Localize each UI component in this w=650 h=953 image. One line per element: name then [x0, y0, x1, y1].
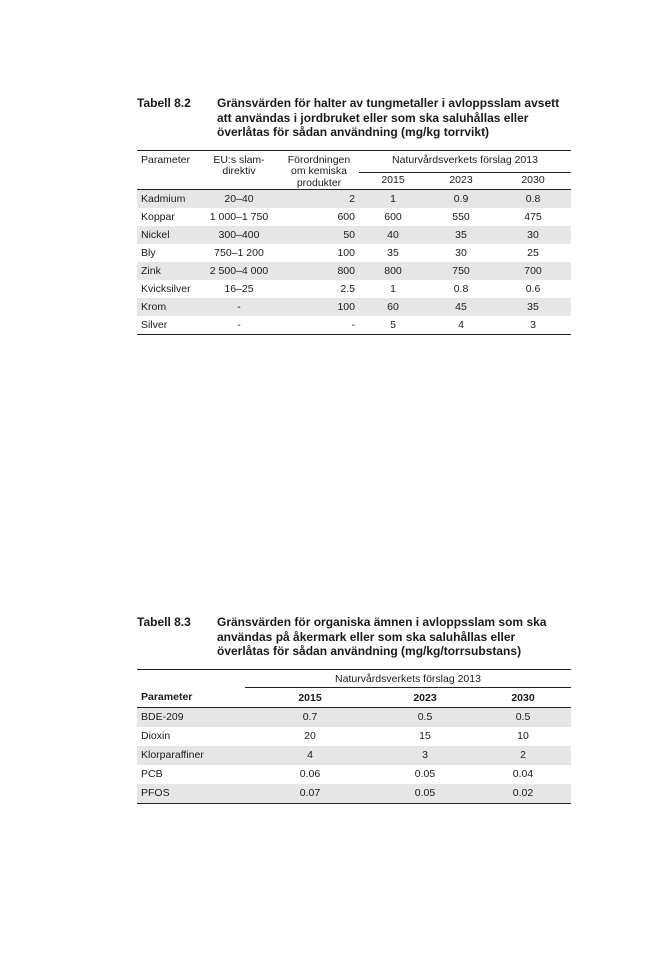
cell-2023: 4: [458, 319, 464, 331]
table-row: [137, 262, 571, 280]
table-caption: [137, 96, 571, 140]
table-row: [137, 280, 571, 298]
table-caption-text: Gränsvärden för organiska ämnen i avloppsslam som ska användas på åkermark eller som ska saluhållas eller överlåtas för sådan användning (mg/kg/torrsubstans): [217, 615, 547, 658]
table-row: [137, 316, 571, 335]
cell-2023: 550: [452, 211, 470, 223]
cell-2023: 30: [455, 247, 467, 259]
cell-2030: 30: [495, 226, 571, 244]
cell-eu-directive: 16–25: [224, 283, 254, 295]
table-row: [137, 190, 571, 209]
cell-parameter: Kadmium: [137, 190, 199, 209]
cell-regulation: 2.5: [340, 283, 355, 295]
cell-2023: 15: [419, 730, 431, 742]
cell-2023: 0.05: [414, 768, 436, 780]
header-line: Förordningen: [287, 153, 351, 166]
table-caption-text: Gränsvärden för halter av tungmetaller i avloppsslam avsett att användas i jordbruket eller som ska saluhållas eller överlåtas för sådan användning (mg/kg torrvikt): [217, 96, 560, 139]
cell-2030: 25: [527, 247, 539, 259]
table-8-2-section: [137, 96, 571, 335]
cell-eu-directive: 20–40: [199, 190, 279, 209]
cell-2015: 800: [359, 262, 427, 280]
cell-2030: 0.5: [475, 707, 571, 727]
cell-2030: 35: [495, 298, 571, 316]
cell-2030: 700: [495, 262, 571, 280]
cell-2030: 2: [475, 746, 571, 765]
cell-eu-directive: -: [199, 298, 279, 316]
cell-eu-directive: 1 000–1 750: [209, 211, 269, 223]
cell-parameter: Kvicksilver: [141, 283, 191, 295]
cell-regulation: 800: [279, 262, 359, 280]
organic-substances-table: [137, 669, 571, 804]
cell-eu-directive: -: [237, 319, 241, 331]
cell-parameter: Zink: [137, 262, 199, 280]
cell-parameter: Nickel: [137, 226, 199, 244]
column-header-2023: 2023: [449, 173, 473, 186]
table-row: [137, 765, 571, 784]
header-line: direktiv: [222, 165, 256, 177]
table-label: Tabell 8.3: [137, 615, 191, 629]
column-header-2015: 2015: [381, 173, 405, 186]
cell-eu-directive: 2 500–4 000: [199, 262, 279, 280]
cell-eu-directive: 300–400: [199, 226, 279, 244]
header-line: EU:s slam-: [213, 153, 265, 166]
column-header-2030: 2030: [521, 173, 545, 186]
column-header-2023: 2023: [413, 691, 437, 704]
heavy-metals-table: [137, 150, 571, 336]
table-label: Tabell 8.2: [137, 96, 191, 110]
cell-regulation: 50: [279, 226, 359, 244]
table-caption: [137, 615, 571, 659]
cell-parameter: Silver: [141, 319, 168, 331]
cell-2015: 0.07: [245, 784, 375, 804]
table-row: [137, 784, 571, 804]
header-line: produkter: [296, 176, 342, 189]
cell-2030: 3: [530, 319, 536, 331]
cell-2015: 4: [245, 746, 375, 765]
cell-2023: 0.8: [453, 283, 469, 295]
column-header-eu-directive: [199, 150, 279, 190]
cell-2015: 0.7: [245, 707, 375, 727]
table-row: [137, 727, 571, 746]
column-header-2030: 2030: [511, 691, 535, 704]
cell-2023: 750: [427, 262, 495, 280]
cell-2023: 45: [427, 298, 495, 316]
column-header-regulation: [279, 150, 359, 190]
table-row: [137, 707, 571, 727]
cell-regulation: 100: [279, 298, 359, 316]
column-group-header-nv-proposal: Naturvårdsverkets förslag 2013: [245, 669, 571, 687]
cell-eu-directive: 750–1 200: [214, 247, 264, 259]
cell-2023: 35: [427, 226, 495, 244]
table-row: [137, 244, 571, 262]
cell-2030: 475: [524, 211, 542, 223]
column-header-parameter: Parameter: [141, 153, 191, 166]
cell-parameter: Dioxin: [141, 730, 171, 742]
cell-parameter: PFOS: [137, 784, 245, 804]
cell-2015: 40: [359, 226, 427, 244]
cell-2015: 35: [387, 247, 399, 259]
cell-2030: 0.04: [512, 768, 534, 780]
cell-regulation: 600: [337, 211, 355, 223]
cell-2030: 0.8: [495, 190, 571, 209]
cell-2030: 10: [517, 730, 529, 742]
cell-2023: 0.5: [375, 707, 475, 727]
cell-2015: 20: [304, 730, 316, 742]
cell-regulation: 2: [279, 190, 359, 209]
cell-2015: 600: [384, 211, 402, 223]
column-group-header-nv-proposal: Naturvårdsverkets förslag 2013: [359, 150, 571, 172]
cell-2023: 0.9: [427, 190, 495, 209]
header-line: om kemiska: [290, 165, 347, 177]
cell-2015: 0.06: [299, 768, 321, 780]
cell-parameter: PCB: [141, 768, 163, 780]
cell-parameter: Bly: [141, 247, 156, 259]
table-row: [137, 746, 571, 765]
column-header-parameter: Parameter: [141, 691, 193, 704]
cell-2015: 1: [390, 283, 396, 295]
cell-2015: 5: [390, 319, 396, 331]
cell-parameter: BDE-209: [137, 707, 245, 727]
cell-2023: 3: [375, 746, 475, 765]
cell-2015: 1: [359, 190, 427, 209]
column-header-2015: 2015: [298, 691, 322, 704]
table-row: [137, 226, 571, 244]
table-row: [137, 208, 571, 226]
cell-2030: 0.6: [525, 283, 541, 295]
cell-2030: 0.02: [475, 784, 571, 804]
cell-regulation: -: [351, 319, 355, 331]
cell-regulation: 100: [337, 247, 355, 259]
table-8-3-section: [137, 615, 571, 804]
table-row: [137, 298, 571, 316]
cell-2015: 60: [359, 298, 427, 316]
cell-parameter: Klorparaffiner: [137, 746, 245, 765]
cell-parameter: Krom: [137, 298, 199, 316]
cell-parameter: Koppar: [141, 211, 175, 223]
header-spacer: [137, 669, 245, 687]
cell-2023: 0.05: [375, 784, 475, 804]
